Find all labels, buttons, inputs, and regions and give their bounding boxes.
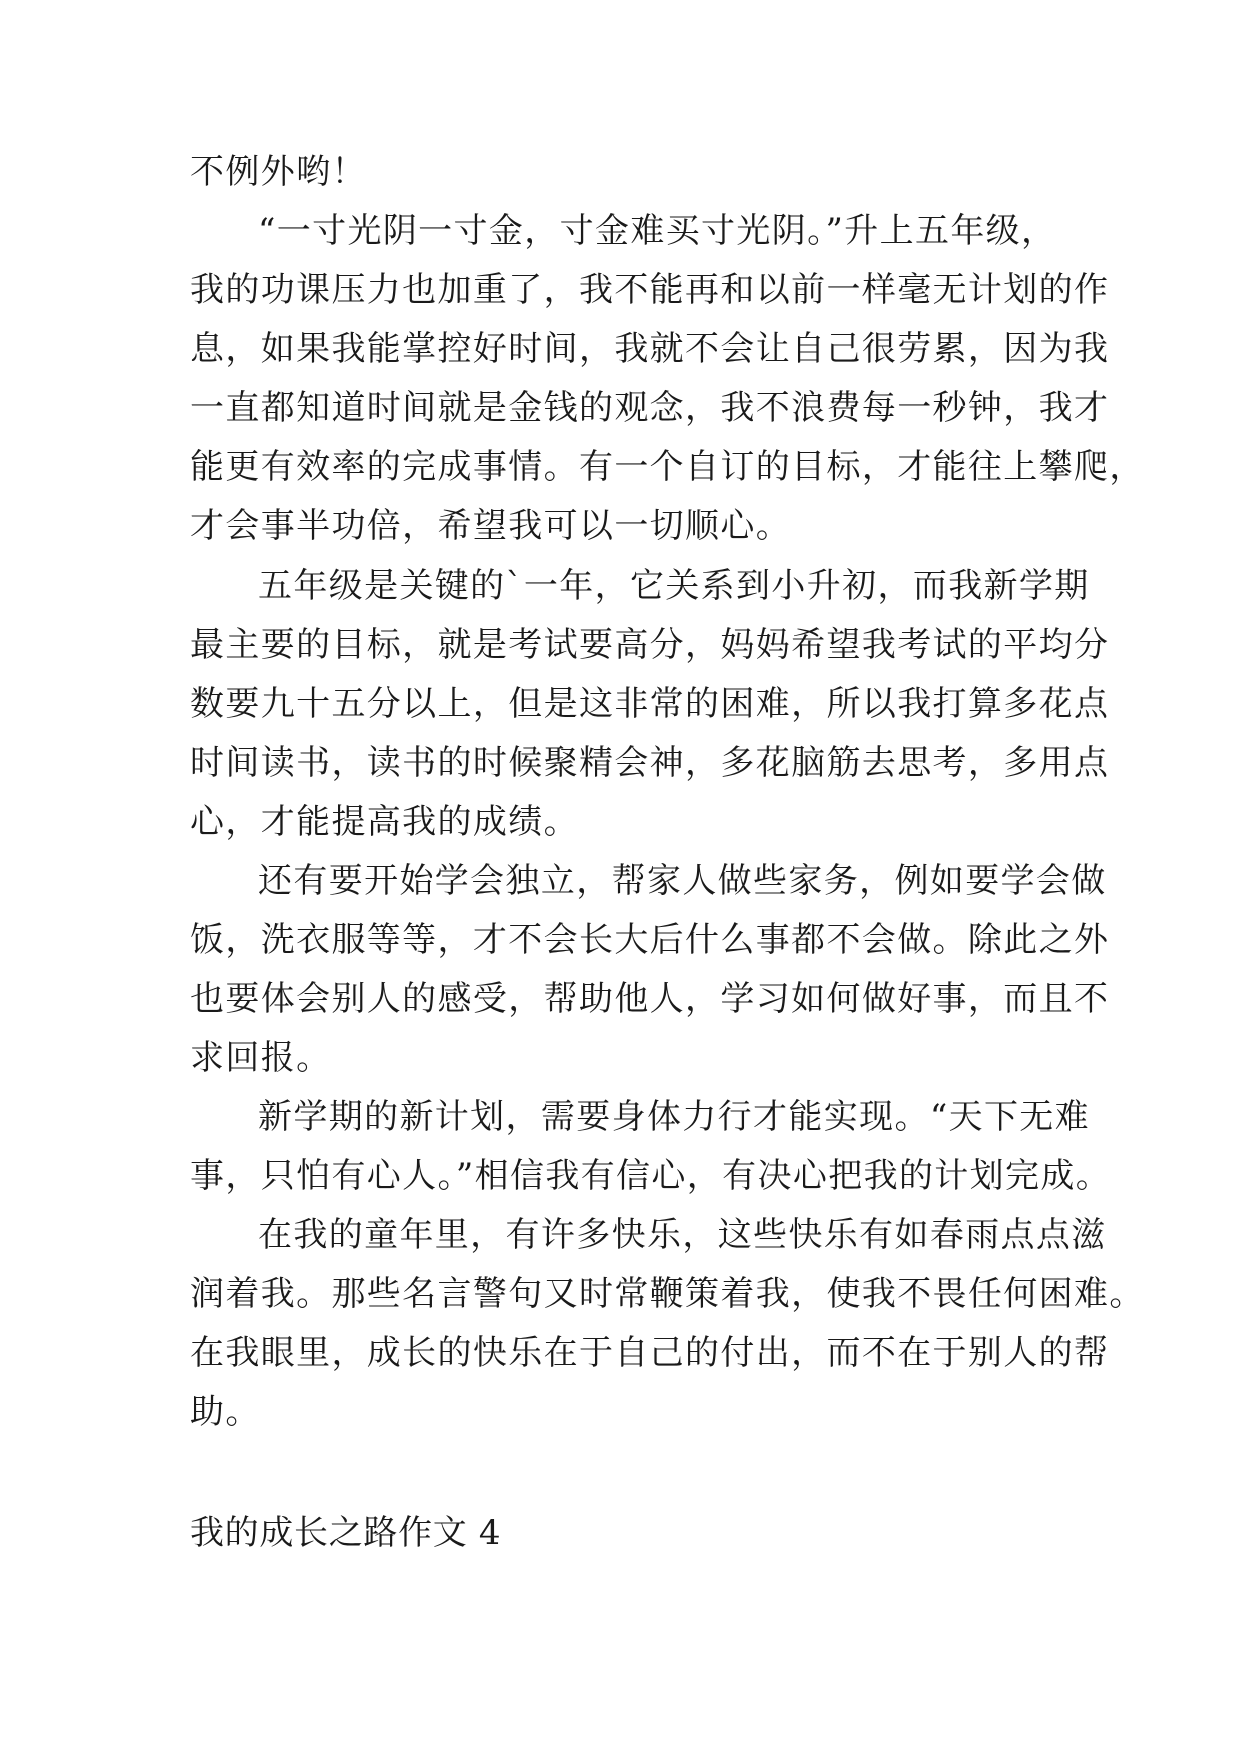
text-line: 不例外哟！ bbox=[190, 152, 367, 192]
text-line: 一直都知道时间就是金钱的观念，我不浪费每一秒钟，我才 bbox=[190, 388, 1110, 428]
text-line: 最主要的目标，就是考试要高分，妈妈希望我考试的平均分 bbox=[190, 625, 1110, 665]
text-line: 事，只怕有心人。”相信我有信心，有决心把我的计划完成。 bbox=[190, 1156, 1112, 1196]
text-line: 我的功课压力也加重了，我不能再和以前一样毫无计划的作 bbox=[190, 270, 1110, 310]
paragraph-first-line: 还有要开始学会独立，帮家人做些家务，例如要学会做 bbox=[258, 861, 1107, 901]
text-line: 心，才能提高我的成绩。 bbox=[190, 802, 579, 842]
text-line: 能更有效率的完成事情。有一个自订的目标，才能往上攀爬， bbox=[190, 447, 1145, 487]
text-line: 饭，洗衣服等等，才不会长大后什么事都不会做。除此之外 bbox=[190, 920, 1110, 960]
text-line: 息，如果我能掌控好时间，我就不会让自己很劳累，因为我 bbox=[190, 329, 1110, 369]
paragraph-first-line: 五年级是关键的`一年，它关系到小升初，而我新学期 bbox=[258, 566, 1090, 606]
text-line: 时间读书，读书的时候聚精会神，多花脑筋去思考，多用点 bbox=[190, 743, 1110, 783]
paragraph-first-line: 在我的童年里，有许多快乐，这些快乐有如春雨点点滋 bbox=[258, 1215, 1107, 1255]
section-heading: 我的成长之路作文 4 bbox=[190, 1513, 502, 1553]
text-line: 数要九十五分以上，但是这非常的困难，所以我打算多花点 bbox=[190, 684, 1110, 724]
text-line: 在我眼里，成长的快乐在于自己的付出，而不在于别人的帮 bbox=[190, 1333, 1110, 1373]
text-line: 助。 bbox=[190, 1392, 261, 1432]
paragraph-first-line: 新学期的新计划，需要身体力行才能实现。“天下无难 bbox=[258, 1097, 1091, 1137]
paragraph-first-line: “一寸光阴一寸金，寸金难买寸光阴。”升上五年级， bbox=[258, 211, 1057, 251]
text-line: 才会事半功倍，希望我可以一切顺心。 bbox=[190, 506, 792, 546]
text-line: 求回报。 bbox=[190, 1038, 332, 1078]
text-line: 润着我。那些名言警句又时常鞭策着我，使我不畏任何困难。 bbox=[190, 1274, 1145, 1314]
text-line: 也要体会别人的感受，帮助他人，学习如何做好事，而且不 bbox=[190, 979, 1110, 1019]
